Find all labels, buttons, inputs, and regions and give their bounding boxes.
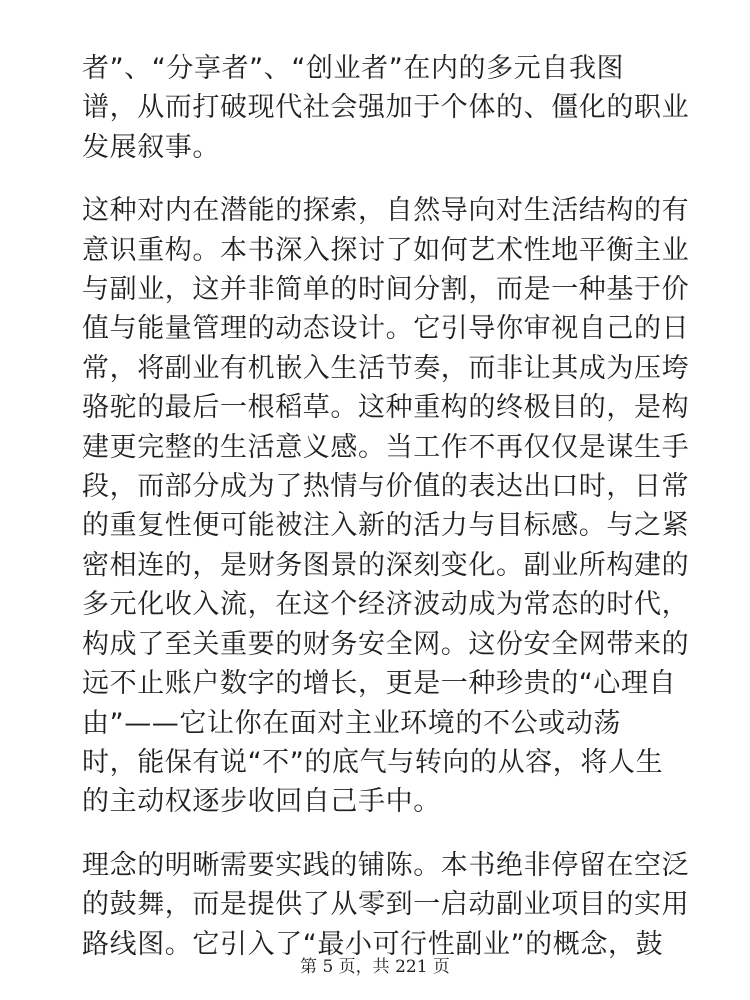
text-line: 意识重构。本书深入探讨了如何艺术性地平衡主业 xyxy=(82,234,690,266)
text-line: 建更完整的生活意义感。当工作不再仅仅是谋生手 xyxy=(82,431,690,463)
paragraph-1 xyxy=(82,49,690,167)
text-line: 段，而部分成为了热情与价值的表达出口时，日常 xyxy=(82,471,690,503)
text-line: 的主动权逐步收回自己手中。 xyxy=(82,786,441,818)
text-line: 者”、“分享者”、“创业者”在内的多元自我图 xyxy=(82,53,625,84)
text-line: 密相连的，是财务图景的深刻变化。副业所构建的 xyxy=(82,549,690,581)
text-line: 时，能保有说“不”的底气与转向的从容，将人生 xyxy=(82,746,664,778)
text-line: 发展叙事。 xyxy=(82,131,220,163)
text-line: 理念的明晰需要实践的铺陈。本书绝非停留在空泛 xyxy=(82,849,690,881)
text-line: 与副业，这并非简单的时间分割，而是一种基于价 xyxy=(82,274,690,306)
text-line: 的重复性便可能被注入新的活力与目标感。与之紧 xyxy=(82,510,690,542)
page-number-footer: 第 5 页，共 221 页 xyxy=(300,957,450,977)
text-line: 由”——它让你在面对主业环境的不公或动荡 xyxy=(82,707,621,739)
text-line: 这种对内在潜能的探索，自然导向对生活结构的有 xyxy=(82,195,690,227)
text-line: 的鼓舞，而是提供了从零到一启动副业项目的实用 xyxy=(82,889,690,921)
paragraph-2 xyxy=(82,191,690,822)
text-line: 常，将副业有机嵌入生活节奏，而非让其成为压垮 xyxy=(82,352,690,384)
text-line: 构成了至关重要的财务安全网。这份安全网带来的 xyxy=(82,628,690,660)
text-line: 多元化收入流，在这个经济波动成为常态的时代， xyxy=(82,589,690,621)
text-line: 骆驼的最后一根稻草。这种重构的终极目的，是构 xyxy=(82,392,690,424)
text-line: 路线图。它引入了“最小可行性副业”的概念，鼓 xyxy=(82,928,664,960)
text-line: 谱，从而打破现代社会强加于个体的、僵化的职业 xyxy=(82,92,690,124)
text-line: 值与能量管理的动态设计。它引导你审视自己的日 xyxy=(82,313,690,345)
paragraph-3 xyxy=(82,846,690,964)
text-line: 远不止账户数字的增长，更是一种珍贵的“心理自 xyxy=(82,668,677,700)
